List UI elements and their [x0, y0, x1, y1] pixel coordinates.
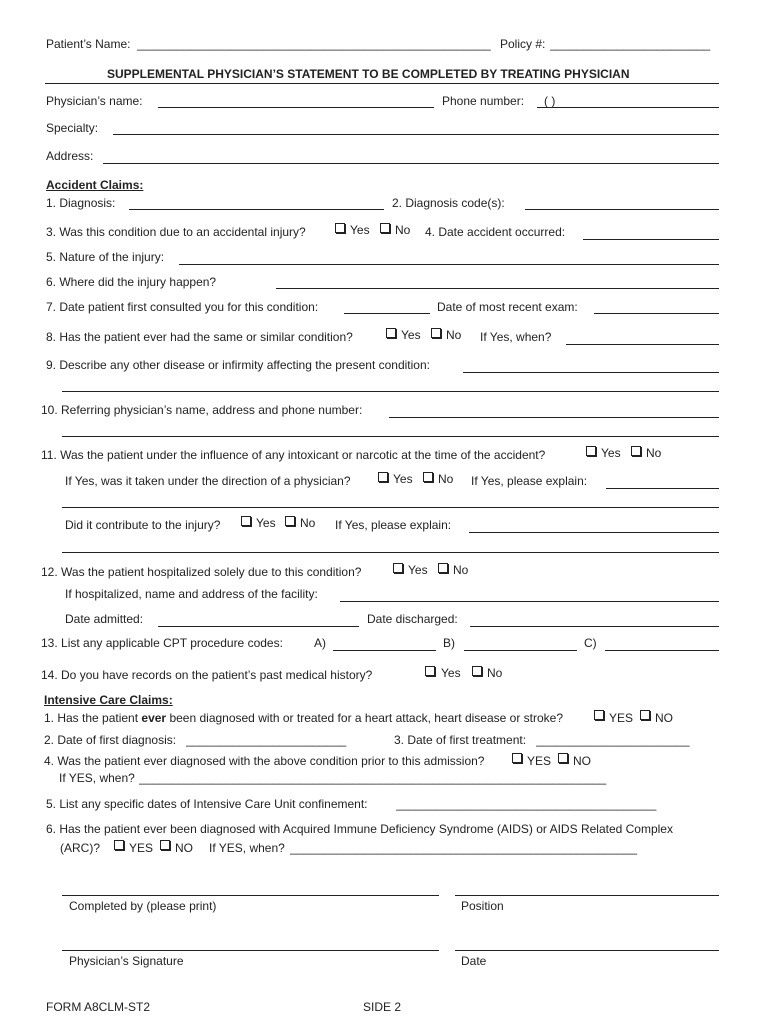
icu-q6-when-field[interactable]: ____________________________________________________ [290, 841, 638, 855]
q11a-explain-label: If Yes, please explain: [471, 474, 588, 488]
physician-signature-label: Physician’s Signature [69, 954, 184, 968]
icu-q4-prior-admission: 4. Was the patient ever diagnosed with the above condition prior to this admission? [44, 754, 485, 768]
q11a-no-label: No [438, 472, 454, 486]
patient-name-label: Patient’s Name: [46, 37, 131, 51]
q11-no-checkbox[interactable] [631, 446, 641, 456]
icu-q4-when-label: If YES, when? [59, 771, 135, 785]
date-admitted-label: Date admitted: [65, 612, 144, 626]
title-divider [45, 83, 719, 84]
q11b-yes-checkbox[interactable] [241, 516, 251, 526]
q9-field-line-1[interactable] [463, 372, 719, 373]
q8-no-label: No [446, 328, 462, 342]
q11b-no-label: No [300, 516, 316, 530]
q11b-explain-field[interactable] [469, 532, 719, 533]
diagnosis-code-field[interactable] [525, 209, 719, 210]
q9-other-disease: 9. Describe any other disease or infirmity affecting the present condition: [46, 358, 430, 372]
q8-similar-condition: 8. Has the patient ever had the same or similar condition? [46, 330, 353, 344]
icu-claims-heading: Intensive Care Claims: [44, 693, 173, 707]
cpt-c-label: C) [584, 636, 597, 650]
icu-q4-no-checkbox[interactable] [558, 753, 568, 763]
icu-q4-when-field[interactable]: ______________________________________________________________________ [139, 771, 607, 785]
q11a-explain-field[interactable] [606, 488, 719, 489]
date-accident-field[interactable] [583, 239, 719, 240]
q11a-no-checkbox[interactable] [423, 472, 433, 482]
q10-referring-physician: 10. Referring physician’s name, address and phone number: [41, 403, 363, 417]
q11b-contribute: Did it contribute to the injury? [65, 518, 221, 532]
physician-signature-field[interactable] [62, 950, 439, 951]
phone-field[interactable] [537, 107, 719, 108]
q10-field-line-2[interactable] [62, 436, 719, 437]
q3-no-label: No [395, 223, 411, 237]
q3-yes-checkbox[interactable] [335, 223, 345, 233]
icu-q5-confinement: 5. List any specific dates of Intensive Care Unit confinement: [46, 797, 368, 811]
cpt-c-field[interactable] [605, 650, 719, 651]
accident-claims-heading: Accident Claims: [46, 178, 144, 192]
recent-exam-field[interactable] [594, 313, 719, 314]
icu-q6-aids: 6. Has the patient ever been diagnosed with Acquired Immune Deficiency Syndrome (AIDS) or AIDS Related Complex [46, 822, 673, 836]
date-field[interactable] [455, 950, 719, 951]
patient-name-field[interactable]: _____________________________________________________ [137, 37, 491, 51]
phone-label: Phone number: [442, 94, 525, 108]
physician-name-field[interactable] [158, 107, 434, 108]
icu-q3-first-treatment: 3. Date of first treatment: [394, 733, 527, 747]
cpt-a-label: A) [314, 636, 326, 650]
q11a-physician-direction: If Yes, was it taken under the direction of a physician? [65, 474, 351, 488]
specialty-field[interactable] [113, 134, 719, 135]
phone-area-code: ( ) [544, 94, 556, 108]
q8-no-checkbox[interactable] [431, 328, 441, 338]
first-consult-label: 7. Date patient first consulted you for this condition: [46, 300, 319, 314]
q8-yes-checkbox[interactable] [386, 328, 396, 338]
q9-field-line-2[interactable] [62, 391, 719, 392]
q3-accidental-injury: 3. Was this condition due to an accidental injury? [46, 225, 306, 239]
q11-yes-checkbox[interactable] [586, 446, 596, 456]
q11b-explain-label: If Yes, please explain: [335, 518, 452, 532]
q3-no-checkbox[interactable] [380, 223, 390, 233]
icu-q1-yes-checkbox[interactable] [594, 710, 604, 720]
address-field[interactable] [103, 163, 719, 164]
icu-q1-no-label: NO [655, 711, 673, 725]
icu-q4-yes-label: YES [527, 754, 552, 768]
completed-by-label: Completed by (please print) [69, 899, 217, 913]
icu-q3-field[interactable]: _______________________ [536, 733, 690, 747]
facility-label: If hospitalized, name and address of the facility: [65, 587, 318, 601]
q11a-yes-label: Yes [393, 472, 413, 486]
q8-yes-label: Yes [401, 328, 421, 342]
date-label: Date [461, 954, 487, 968]
completed-by-field[interactable] [62, 895, 439, 896]
icu-q6-arc-label: (ARC)? [60, 841, 101, 855]
q12-no-checkbox[interactable] [438, 563, 448, 573]
q11-intoxicant: 11. Was the patient under the influence of any intoxicant or narcotic at the time of the accident? [41, 448, 546, 462]
q14-no-checkbox[interactable] [472, 666, 482, 676]
icu-q2-first-diagnosis: 2. Date of first diagnosis: [44, 733, 177, 747]
icu-q1-heart: 1. Has the patient ever been diagnosed with or treated for a heart attack, heart disease or stroke? [44, 711, 564, 725]
icu-q5-field[interactable]: _______________________________________ [396, 797, 657, 811]
q10-field-line-1[interactable] [389, 417, 719, 418]
icu-q4-no-label: NO [573, 754, 591, 768]
first-consult-field[interactable] [344, 313, 430, 314]
icu-q6-no-checkbox[interactable] [160, 840, 170, 850]
position-label: Position [461, 899, 504, 913]
address-label: Address: [46, 149, 94, 163]
icu-q6-yes-checkbox[interactable] [114, 840, 124, 850]
q12-no-label: No [453, 563, 469, 577]
recent-exam-label: Date of most recent exam: [437, 300, 578, 314]
diagnosis-field[interactable] [129, 209, 384, 210]
icu-q1-yes-label: YES [609, 711, 634, 725]
q12-yes-checkbox[interactable] [393, 563, 403, 573]
cpt-b-label: B) [443, 636, 455, 650]
position-field[interactable] [455, 895, 719, 896]
q14-medical-history: 14. Do you have records on the patient’s past medical history? [41, 668, 373, 682]
q3-yes-label: Yes [350, 223, 370, 237]
date-discharged-field[interactable] [470, 626, 719, 627]
policy-field[interactable]: ________________________ [550, 37, 711, 51]
specialty-label: Specialty: [46, 121, 99, 135]
nature-injury-field[interactable] [179, 264, 719, 265]
diagnosis-code-label: 2. Diagnosis code(s): [392, 196, 505, 210]
policy-label: Policy #: [500, 37, 546, 51]
physician-name-label: Physician’s name: [46, 94, 143, 108]
q11b-no-checkbox[interactable] [285, 516, 295, 526]
q14-no-label: No [487, 666, 503, 680]
q14-yes-checkbox[interactable] [425, 666, 435, 676]
page-side: SIDE 2 [363, 1000, 402, 1014]
nature-injury-label: 5. Nature of the injury: [46, 250, 165, 264]
q11a-explain-line-2[interactable] [62, 507, 719, 508]
date-accident-label: 4. Date accident occurred: [425, 225, 566, 239]
q12-yes-label: Yes [408, 563, 428, 577]
q12-hospitalized: 12. Was the patient hospitalized solely due to this condition? [41, 565, 362, 579]
q8-when-field[interactable] [566, 344, 719, 345]
q11-no-label: No [646, 446, 662, 460]
form-id: FORM A8CLM-ST2 [46, 1000, 151, 1014]
cpt-a-field[interactable] [333, 650, 436, 651]
injury-location-label: 6. Where did the injury happen? [46, 275, 217, 289]
form-title: SUPPLEMENTAL PHYSICIAN’S STATEMENT TO BE COMPLETED BY TREATING PHYSICIAN [107, 67, 630, 81]
q14-yes-label: Yes [441, 666, 461, 680]
q11b-explain-line-2[interactable] [62, 552, 719, 553]
q11-yes-label: Yes [601, 446, 621, 460]
date-discharged-label: Date discharged: [367, 612, 458, 626]
q13-cpt-codes: 13. List any applicable CPT procedure codes: [41, 636, 283, 650]
date-admitted-field[interactable] [158, 626, 359, 627]
injury-location-field[interactable] [276, 288, 719, 289]
q11a-yes-checkbox[interactable] [378, 472, 388, 482]
q8-when-label: If Yes, when? [480, 330, 552, 344]
icu-q2-field[interactable]: ________________________ [186, 733, 347, 747]
facility-field[interactable] [340, 601, 719, 602]
icu-q4-yes-checkbox[interactable] [512, 753, 522, 763]
diagnosis-label: 1. Diagnosis: [46, 196, 116, 210]
icu-q6-no-label: NO [175, 841, 193, 855]
icu-q6-yes-label: YES [129, 841, 154, 855]
icu-q6-when-label: If YES, when? [209, 841, 285, 855]
icu-q1-no-checkbox[interactable] [640, 710, 650, 720]
cpt-b-field[interactable] [464, 650, 577, 651]
q11b-yes-label: Yes [256, 516, 276, 530]
